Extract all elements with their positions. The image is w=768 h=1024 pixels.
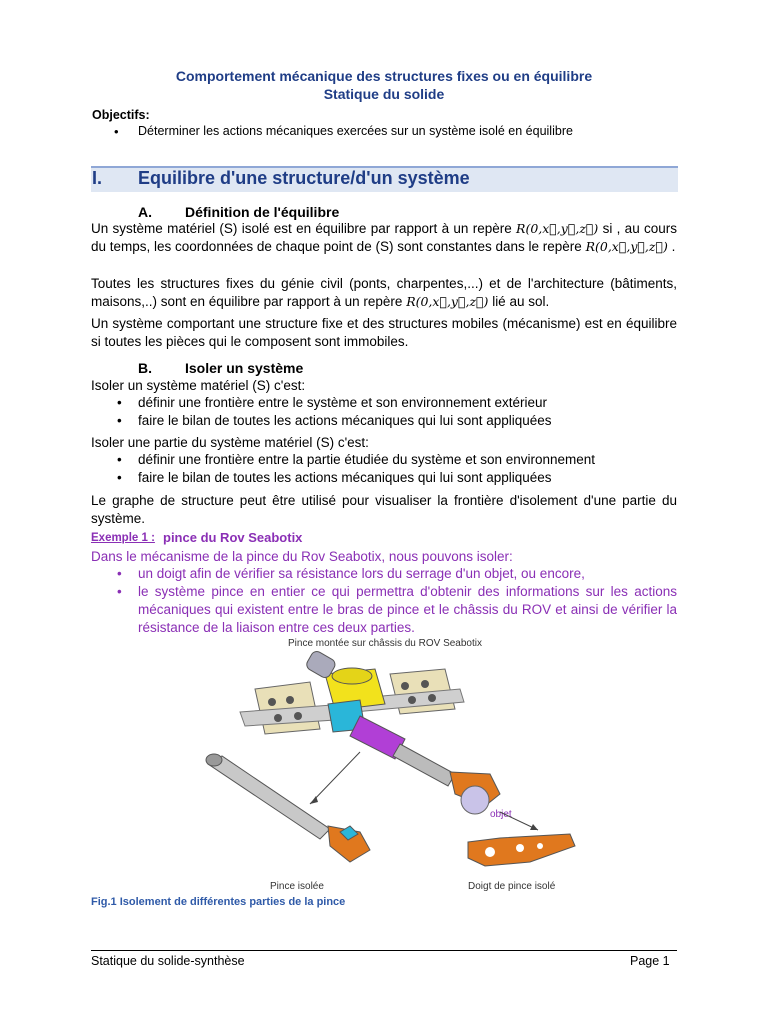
paragraph-isoler-intro2: Isoler une partie du système matériel (S) c'est: <box>91 435 369 450</box>
subsection-a-letter: A. <box>138 204 152 220</box>
figure-pince-illustration <box>200 634 590 896</box>
subsection-a-title: Définition de l'équilibre <box>185 204 340 220</box>
paragraph-structures-fixes: Toutes les structures fixes du génie civil (ponts, charpentes,...) et de l'architecture (bâtiments, maisons,..) sont en équilibre par rapport à un repère R(0,x⃗,y⃗,z⃗) lié au sol. <box>91 276 677 309</box>
paragraph-equilibre-definition: Un système matériel (S) isolé est en équilibre par rapport à un repère R(0,x⃗,y⃗,z⃗) si , au cours du temps, les coordonnées de chaque point de (S) sont constantes dans le repère R(0,x⃗,y⃗,z⃗) . <box>91 221 678 254</box>
figure-top-label: Pince montée sur châssis du ROV Seabotix <box>288 638 482 649</box>
document-title: Comportement mécanique des structures fixes ou en équilibre <box>175 68 593 84</box>
footer-divider <box>91 950 677 951</box>
figure-objet-label: objet <box>490 809 512 820</box>
example-label: Exemple 1 : <box>91 532 155 544</box>
section-number: I. <box>92 168 103 188</box>
objectifs-label: Objectifs: <box>92 108 150 122</box>
math-repere: R(0,x⃗,y⃗,z⃗) <box>406 294 489 309</box>
list-item: • définir une frontière entre le système et son environnement extérieur <box>91 394 677 412</box>
subsection-b-letter: B. <box>138 360 152 376</box>
section-title: Equilibre d'une structure/d'un système <box>138 168 470 188</box>
math-repere: R(0,x⃗,y⃗,z⃗) <box>516 221 599 236</box>
example-title: pince du Rov Seabotix <box>163 530 303 545</box>
figure-right-label: Doigt de pince isolé <box>468 881 556 892</box>
document-subtitle: Statique du solide <box>323 86 445 102</box>
list-item: • le système pince en entier ce qui permettra d'obtenir des informations sur les actions mécaniques qui existent entre le bras de pince et le châssis du ROV et ainsi de vérifier la résistance de la liaison entre ces deux parties. <box>91 583 677 637</box>
subsection-b-title: Isoler un système <box>185 360 304 376</box>
list-item: • un doigt afin de vérifier sa résistance lors du serrage d'un objet, ou encore, <box>91 565 677 583</box>
paragraph-graphe-structure: Le graphe de structure peut être utilisé pour visualiser la frontière d'isolement d'une partie du système. <box>91 493 677 526</box>
figure-left-label: Pince isolée <box>270 881 324 892</box>
example-intro: Dans le mécanisme de la pince du Rov Seabotix, nous pouvons isoler: <box>91 549 513 564</box>
math-repere: R(0,x⃗,y⃗,z⃗) <box>585 239 668 254</box>
list-isoler-systeme <box>91 394 677 430</box>
paragraph-mecanisme: Un système comportant une structure fixe et des structures mobiles (mécanisme) est en équilibre si toutes les pièces qui le composent sont immobiles. <box>91 316 677 349</box>
footer-document-name: Statique du solide-synthèse <box>91 954 245 968</box>
figure-caption: Fig.1 Isolement de différentes parties de la pince <box>91 896 346 908</box>
paragraph-isoler-intro1: Isoler un système matériel (S) c'est: <box>91 378 306 393</box>
list-item: • faire le bilan de toutes les actions mécaniques qui lui sont appliquées <box>91 412 677 430</box>
list-isoler-partie <box>91 451 677 487</box>
list-item: • faire le bilan de toutes les actions mécaniques qui lui sont appliquées <box>91 469 677 487</box>
footer-page-number: Page 1 <box>630 954 670 968</box>
example-list <box>91 565 677 637</box>
list-item: • définir une frontière entre la partie étudiée du système et son environnement <box>91 451 677 469</box>
